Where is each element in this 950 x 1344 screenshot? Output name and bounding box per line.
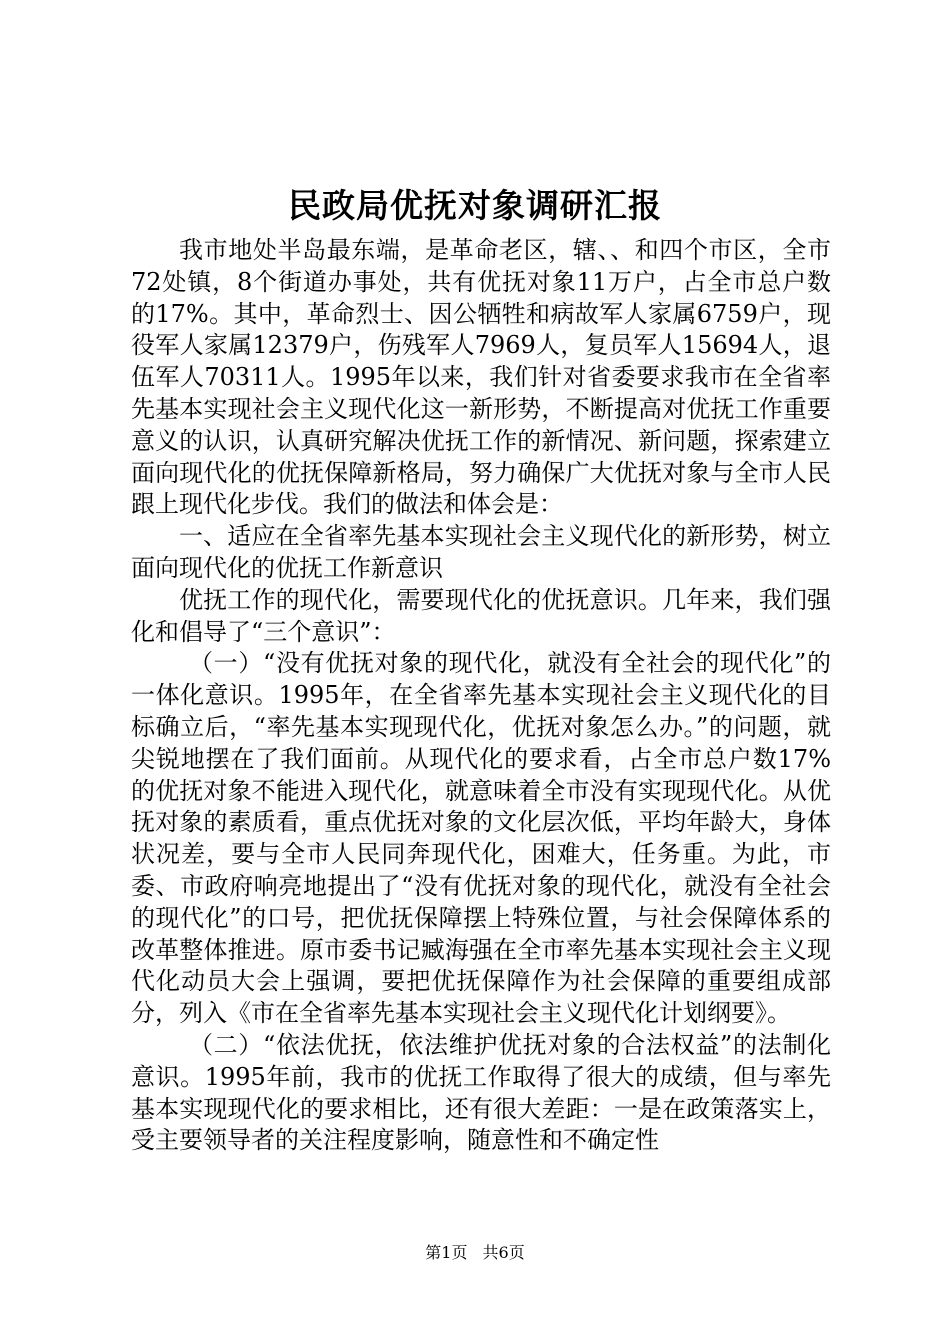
paragraph-intro: 我市地处半岛最东端，是革命老区，辖、、和四个市区，全市72处镇，8个街道办事处，共有优抚对象11万户，占全市总户数的17%。其中，革命烈士、因公牺牲和病故军人家属6759户，现役军人家属12379户，伤残军人7969人，复员军人15694人，退伍军人70311人。1995年以来，我们针对省委要求我市在全省率先基本实现社会主义现代化这一新形势，不断提高对优抚工作重要意义的认识，认真研究解决优抚工作的新情况、新问题，探索建立面向现代化的优抚保障新格局，努力确保广大优抚对象与全市人民跟上现代化步伐。我们的做法和体会是： (131, 236, 831, 519)
paragraph-section-heading-1: 一、适应在全省率先基本实现社会主义现代化的新形势，树立面向现代化的优抚工作新意识 (131, 522, 831, 582)
paragraph-item-2: （二）“依法优抚，依法维护优抚对象的合法权益”的法制化意识。1995年前，我市的优抚工作取得了很大的成绩，但与率先基本实现现代化的要求相比，还有很大差距：一是在政策落实上，受主要领导者的关注程度影响，随意性和不确定性 (131, 1030, 831, 1155)
page-total: 共6页 (482, 1243, 525, 1262)
paragraph-awareness-intro: 优抚工作的现代化，需要现代化的优抚意识。几年来，我们强化和倡导了“三个意识”： (131, 585, 831, 646)
page-number: 第1页 (425, 1243, 468, 1262)
document-title: 民政局优抚对象调研汇报 (288, 186, 662, 225)
paragraph-item-1: （一）“没有优抚对象的现代化，就没有全社会的现代化”的一体化意识。1995年，在全省率先基本实现社会主义现代化的目标确立后，“率先基本实现现代化，优抚对象怎么办。”的问题，就尖锐地摆在了我们面前。从现代化的要求看，占全市总户数17%的优抚对象不能进入现代化，就意味着全市没有实现现代化。从优抚对象的素质看，重点优抚对象的文化层次低，平均年龄大，身体状况差，要与全市人民同奔现代化，困难大，任务重。为此，市委、市政府响亮地提出了“没有优抚对象的现代化，就没有全社会的现代化”的口号，把优抚保障摆上特殊位置，与社会保障体系的改革整体推进。原市委书记臧海强在全市率先基本实现社会主义现代化动员大会上强调，要把优抚保障作为社会保障的重要组成部分，列入《市在全省率先基本实现社会主义现代化计划纲要》。 (131, 649, 831, 1028)
document-body (131, 235, 831, 1157)
page-footer (0, 1241, 950, 1265)
